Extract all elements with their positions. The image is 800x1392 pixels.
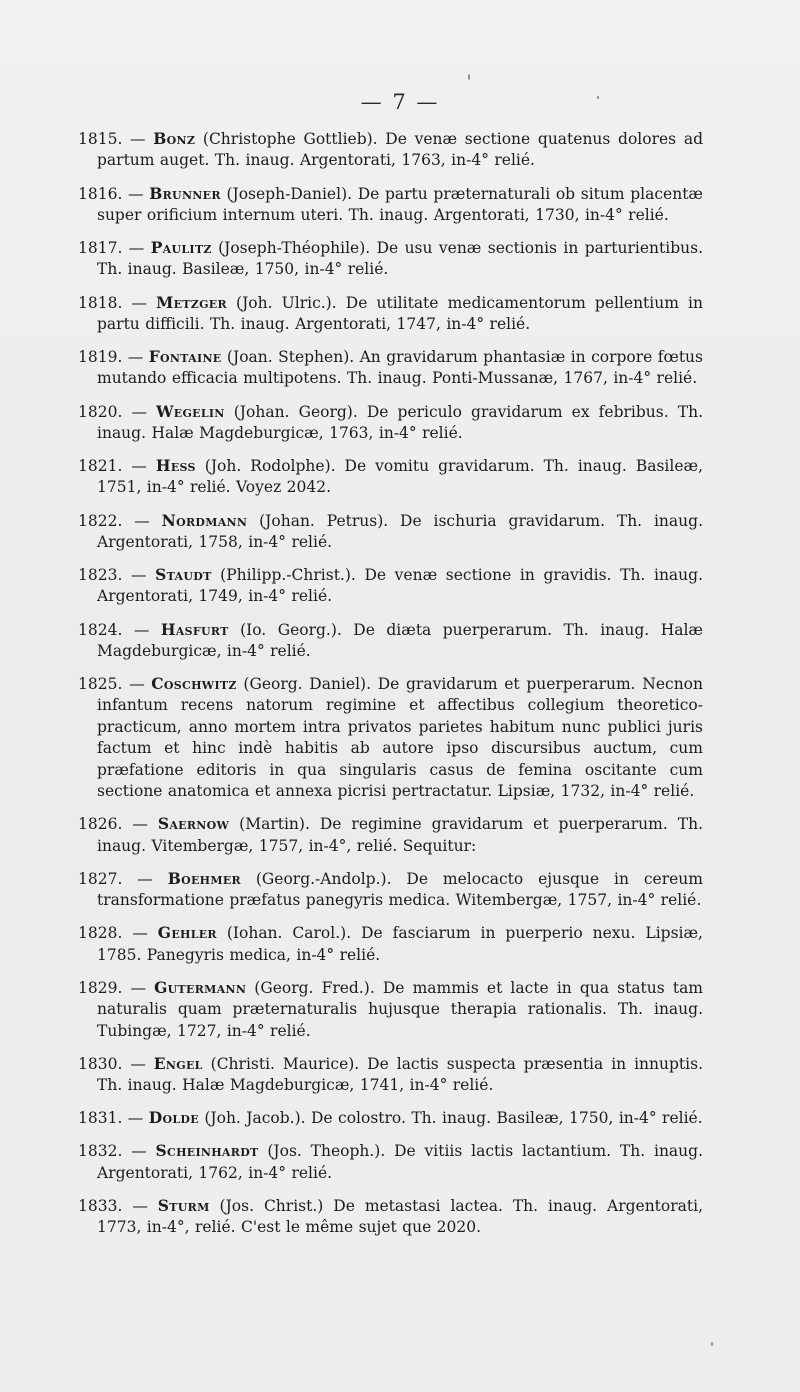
entry-author: Staudt bbox=[155, 565, 212, 584]
entry-text: (Joan. Stephen). An gravidarum phantasiæ in corpore fœtus mutando efficacia multipotens. Th. inaug. Ponti-Mussanæ, 1767, in-4° relié. bbox=[97, 348, 703, 388]
entry-author: Sturm bbox=[157, 1195, 210, 1215]
entry-number: 1828. bbox=[78, 924, 123, 943]
entry-number: 1831. bbox=[78, 1109, 123, 1128]
entry-number: 1818. bbox=[78, 293, 123, 312]
entry-text: (Joh. Ulric.). De utilitate medicamentorum pellentium in partu difficili. Th. inaug. Argentorati, 1747, in-4° relié. bbox=[97, 293, 703, 333]
entry-text: (Joh. Rodolphe). De vomitu gravidarum. Th. inaug. Basileæ, 1751, in-4° relié. Voyez 2042. bbox=[97, 457, 704, 497]
entry-text: (Martin). De regimine gravidarum et puerperarum. Th. inaug. Vitembergæ, 1757, in-4°, relié. Sequitur: bbox=[97, 815, 704, 855]
entry-number: 1821. bbox=[78, 457, 123, 475]
entry-number: 1826. bbox=[78, 815, 123, 834]
entry-text: (Iohan. Carol.). De fasciarum in puerperio nexu. Lipsiæ, 1785. Panegyris medica, in-4° relié. bbox=[97, 924, 703, 964]
catalogue-entry: 1820. — Wegelin (Johan. Georg). De periculo gravidarum ex febribus. Th. inaug. Halæ Magdeburgicæ, 1763, in-4° relié. bbox=[78, 401, 703, 442]
entry-number: 1822. bbox=[78, 511, 123, 530]
catalogue-entry: 1833. — Sturm (Jos. Christ.) De metastasi lactea. Th. inaug. Argentorati, 1773, in-4°, relié. C'est le même sujet que 2020. bbox=[78, 1195, 703, 1237]
entry-number: 1830. bbox=[78, 1054, 123, 1073]
entry-author: Hess bbox=[155, 456, 196, 475]
entry-author: Bonz bbox=[153, 129, 196, 148]
entry-number: 1832. bbox=[78, 1142, 123, 1161]
entry-text: (Georg. Daniel). De gravidarum et puerperarum. Necnon infantum recens natorum regimine et affectibus collegium theoretico-practicum, anno mortem intra privatos parietes habitum nunc publici juris factum et hinc indè habitis ab autore ipso discursibus auctum, cum præfatione editoris in qua singularis casus de femina oscitante cum sectione anatomica et annexa picrisi pertractatur. Lipsiæ, 1732, in-4° relié. bbox=[97, 675, 703, 801]
entry-text: (Joseph-Théophile). De usu venæ sectionis in parturientibus. Th. inaug. Basileæ, 1750, in-4° relié. bbox=[97, 239, 704, 279]
entry-author: Nordmann bbox=[161, 510, 248, 530]
entry-text: (Johan. Georg). De periculo gravidarum ex febribus. Th. inaug. Halæ Magdeburgicæ, 1763, in-4° relié. bbox=[97, 402, 703, 442]
entry-number: 1825. bbox=[78, 675, 123, 693]
entry-text: (Christophe Gottlieb). De venæ sectione quatenus dolores ad partum auget. Th. inaug. Argentorati, 1763, in-4° relié. bbox=[97, 130, 703, 170]
entry-number: 1824. bbox=[78, 620, 123, 639]
entry-author: Coschwitz bbox=[151, 674, 237, 693]
entry-number: 1827. bbox=[78, 869, 123, 888]
entry-text: (Joseph-Daniel). De partu præternaturali ob situm placentæ super orificium internum uteri. Th. inaug. Argentorati, 1730, in-4° relié. bbox=[97, 184, 703, 224]
paper-speck bbox=[468, 74, 470, 80]
paper-speck bbox=[711, 1342, 713, 1346]
entry-author: Saernow bbox=[157, 814, 230, 834]
entry-author: Paulitz bbox=[150, 238, 212, 257]
entry-text: (Christi. Maurice). De lactis suspecta præsentia in innuptis. Th. inaug. Halæ Magdeburgicæ, 1741, in-4° relié. bbox=[97, 1054, 703, 1095]
catalogue-entry: 1829. — Gutermann (Georg. Fred.). De mammis et lacte in qua status tam naturalis quam præternaturalis hujusque therapia rationalis. Th. inaug. Tubingæ, 1727, in-4° relié. bbox=[78, 977, 704, 1040]
entry-text: (Johan. Petrus). De ischuria gravidarum. Th. inaug. Argentorati, 1758, in-4° relié. bbox=[97, 511, 703, 551]
entry-author: Gutermann bbox=[154, 977, 247, 997]
entry-author: Gehler bbox=[157, 923, 217, 943]
entry-author: Engel bbox=[153, 1053, 203, 1073]
catalogue-entry: 1824. — Hasfurt (Io. Georg.). De diæta puerperarum. Th. inaug. Halæ Magdeburgicæ, in-4° relié. bbox=[78, 619, 703, 660]
catalogue-entry: 1832. — Scheinhardt (Jos. Theoph.). De vitiis lactis lactantium. Th. inaug. Argentorati, 1762, in-4° relié. bbox=[78, 1141, 703, 1182]
catalogue-entry: 1831. — Dolde (Joh. Jacob.). De colostro. Th. inaug. Basileæ, 1750, in-4° relié. bbox=[78, 1108, 703, 1128]
entry-number: 1833. bbox=[78, 1196, 123, 1215]
catalogue-entry: 1827. — Boehmer (Georg.-Andolp.). De melocacto ejusque in cereum transformatione præfatus panegyris medica. Witembergæ, 1757, in-4° relié. bbox=[78, 868, 703, 910]
entry-number: 1815. bbox=[78, 130, 123, 148]
entry-text: (Joh. Jacob.). De colostro. Th. inaug. Basileæ, 1750, in-4° relié. bbox=[198, 1109, 703, 1128]
catalogue-entry: 1818. — Metzger (Joh. Ulric.). De utilitate medicamentorum pellentium in partu difficili. Th. inaug. Argentorati, 1747, in-4° relié. bbox=[78, 292, 703, 333]
entry-author: Metzger bbox=[156, 292, 227, 312]
catalogue-entry: 1823. — Staudt (Philipp.-Christ.). De venæ sectione in gravidis. Th. inaug. Argentorati, 1749, in-4° relié. bbox=[78, 565, 703, 606]
entry-number: 1823. bbox=[78, 566, 123, 584]
entry-number: 1819. bbox=[78, 348, 123, 366]
entry-author: Scheinhardt bbox=[155, 1141, 259, 1161]
entry-text: (Georg. Fred.). De mammis et lacte in qua status tam naturalis quam præternaturalis hujusque therapia rationalis. Th. inaug. Tubingæ, 1727, in-4° relié. bbox=[97, 978, 704, 1040]
catalogue-entry: 1828. — Gehler (Iohan. Carol.). De fasciarum in puerperio nexu. Lipsiæ, 1785. Panegyris medica, in-4° relié. bbox=[78, 923, 703, 964]
entry-number: 1820. bbox=[78, 402, 123, 421]
entry-text: (Io. Georg.). De diæta puerperarum. Th. inaug. Halæ Magdeburgicæ, in-4° relié. bbox=[97, 620, 703, 660]
entry-number: 1829. bbox=[78, 978, 123, 997]
entry-author: Boehmer bbox=[167, 868, 241, 888]
entry-text: (Jos. Christ.) De metastasi lactea. Th. inaug. Argentorati, 1773, in-4°, relié. C'est le même sujet que 2020. bbox=[97, 1196, 703, 1237]
entry-number: 1817. bbox=[78, 239, 123, 257]
page-number: — 7 — bbox=[360, 90, 440, 114]
catalogue-entry: 1819. — Fontaine (Joan. Stephen). An gravidarum phantasiæ in corpore fœtus mutando efficacia multipotens. Th. inaug. Ponti-Mussanæ, 1767, in-4° relié. bbox=[78, 347, 703, 388]
entry-author: Hasfurt bbox=[160, 619, 229, 639]
catalogue-entry: 1826. — Saernow (Martin). De regimine gravidarum et puerperarum. Th. inaug. Vitembergæ, 1757, in-4°, relié. Sequitur: bbox=[78, 814, 704, 855]
catalogue-entry: 1825. — Coschwitz (Georg. Daniel). De gravidarum et puerperarum. Necnon infantum recens natorum regimine et affectibus collegium theoretico-practicum, anno mortem intra privatos parietes habitum nunc publici juris factum et hinc indè habitis ab autore ipso discursibus auctum, cum præfatione editoris in qua singularis casus de femina oscitante cum sectione anatomica et annexa picrisi pertractatur. Lipsiæ, 1732, in-4° relié. bbox=[78, 674, 703, 801]
entry-author: Brunner bbox=[149, 183, 221, 203]
entry-text: (Georg.-Andolp.). De melocacto ejusque in cereum transformatione præfatus panegyris medica. Witembergæ, 1757, in-4° relié. bbox=[97, 869, 703, 910]
entry-author: Wegelin bbox=[156, 401, 225, 421]
catalogue-entry: 1822. — Nordmann (Johan. Petrus). De ischuria gravidarum. Th. inaug. Argentorati, 1758, in-4° relié. bbox=[78, 510, 703, 551]
catalogue-entry: 1821. — Hess (Joh. Rodolphe). De vomitu gravidarum. Th. inaug. Basileæ, 1751, in-4° relié. Voyez 2042. bbox=[78, 456, 704, 497]
catalogue-entry: 1815. — Bonz (Christophe Gottlieb). De venæ sectione quatenus dolores ad partum auget. Th. inaug. Argentorati, 1763, in-4° relié. bbox=[78, 129, 703, 170]
catalogue-entry: 1816. — Brunner (Joseph-Daniel). De partu præternaturali ob situm placentæ super orificium internum uteri. Th. inaug. Argentorati, 1730, in-4° relié. bbox=[78, 183, 703, 224]
catalogue-entry: 1817. — Paulitz (Joseph-Théophile). De usu venæ sectionis in parturientibus. Th. inaug. Basileæ, 1750, in-4° relié. bbox=[78, 238, 704, 279]
catalogue-entries bbox=[78, 128, 703, 1249]
catalogue-entry: 1830. — Engel (Christi. Maurice). De lactis suspecta præsentia in innuptis. Th. inaug. Halæ Magdeburgicæ, 1741, in-4° relié. bbox=[78, 1053, 703, 1095]
entry-author: Dolde bbox=[148, 1108, 199, 1128]
entry-text: (Jos. Theoph.). De vitiis lactis lactantium. Th. inaug. Argentorati, 1762, in-4° relié. bbox=[97, 1142, 703, 1182]
entry-author: Fontaine bbox=[148, 347, 222, 366]
entry-number: 1816. bbox=[78, 184, 123, 203]
entry-text: (Philipp.-Christ.). De venæ sectione in gravidis. Th. inaug. Argentorati, 1749, in-4° relié. bbox=[97, 566, 703, 606]
